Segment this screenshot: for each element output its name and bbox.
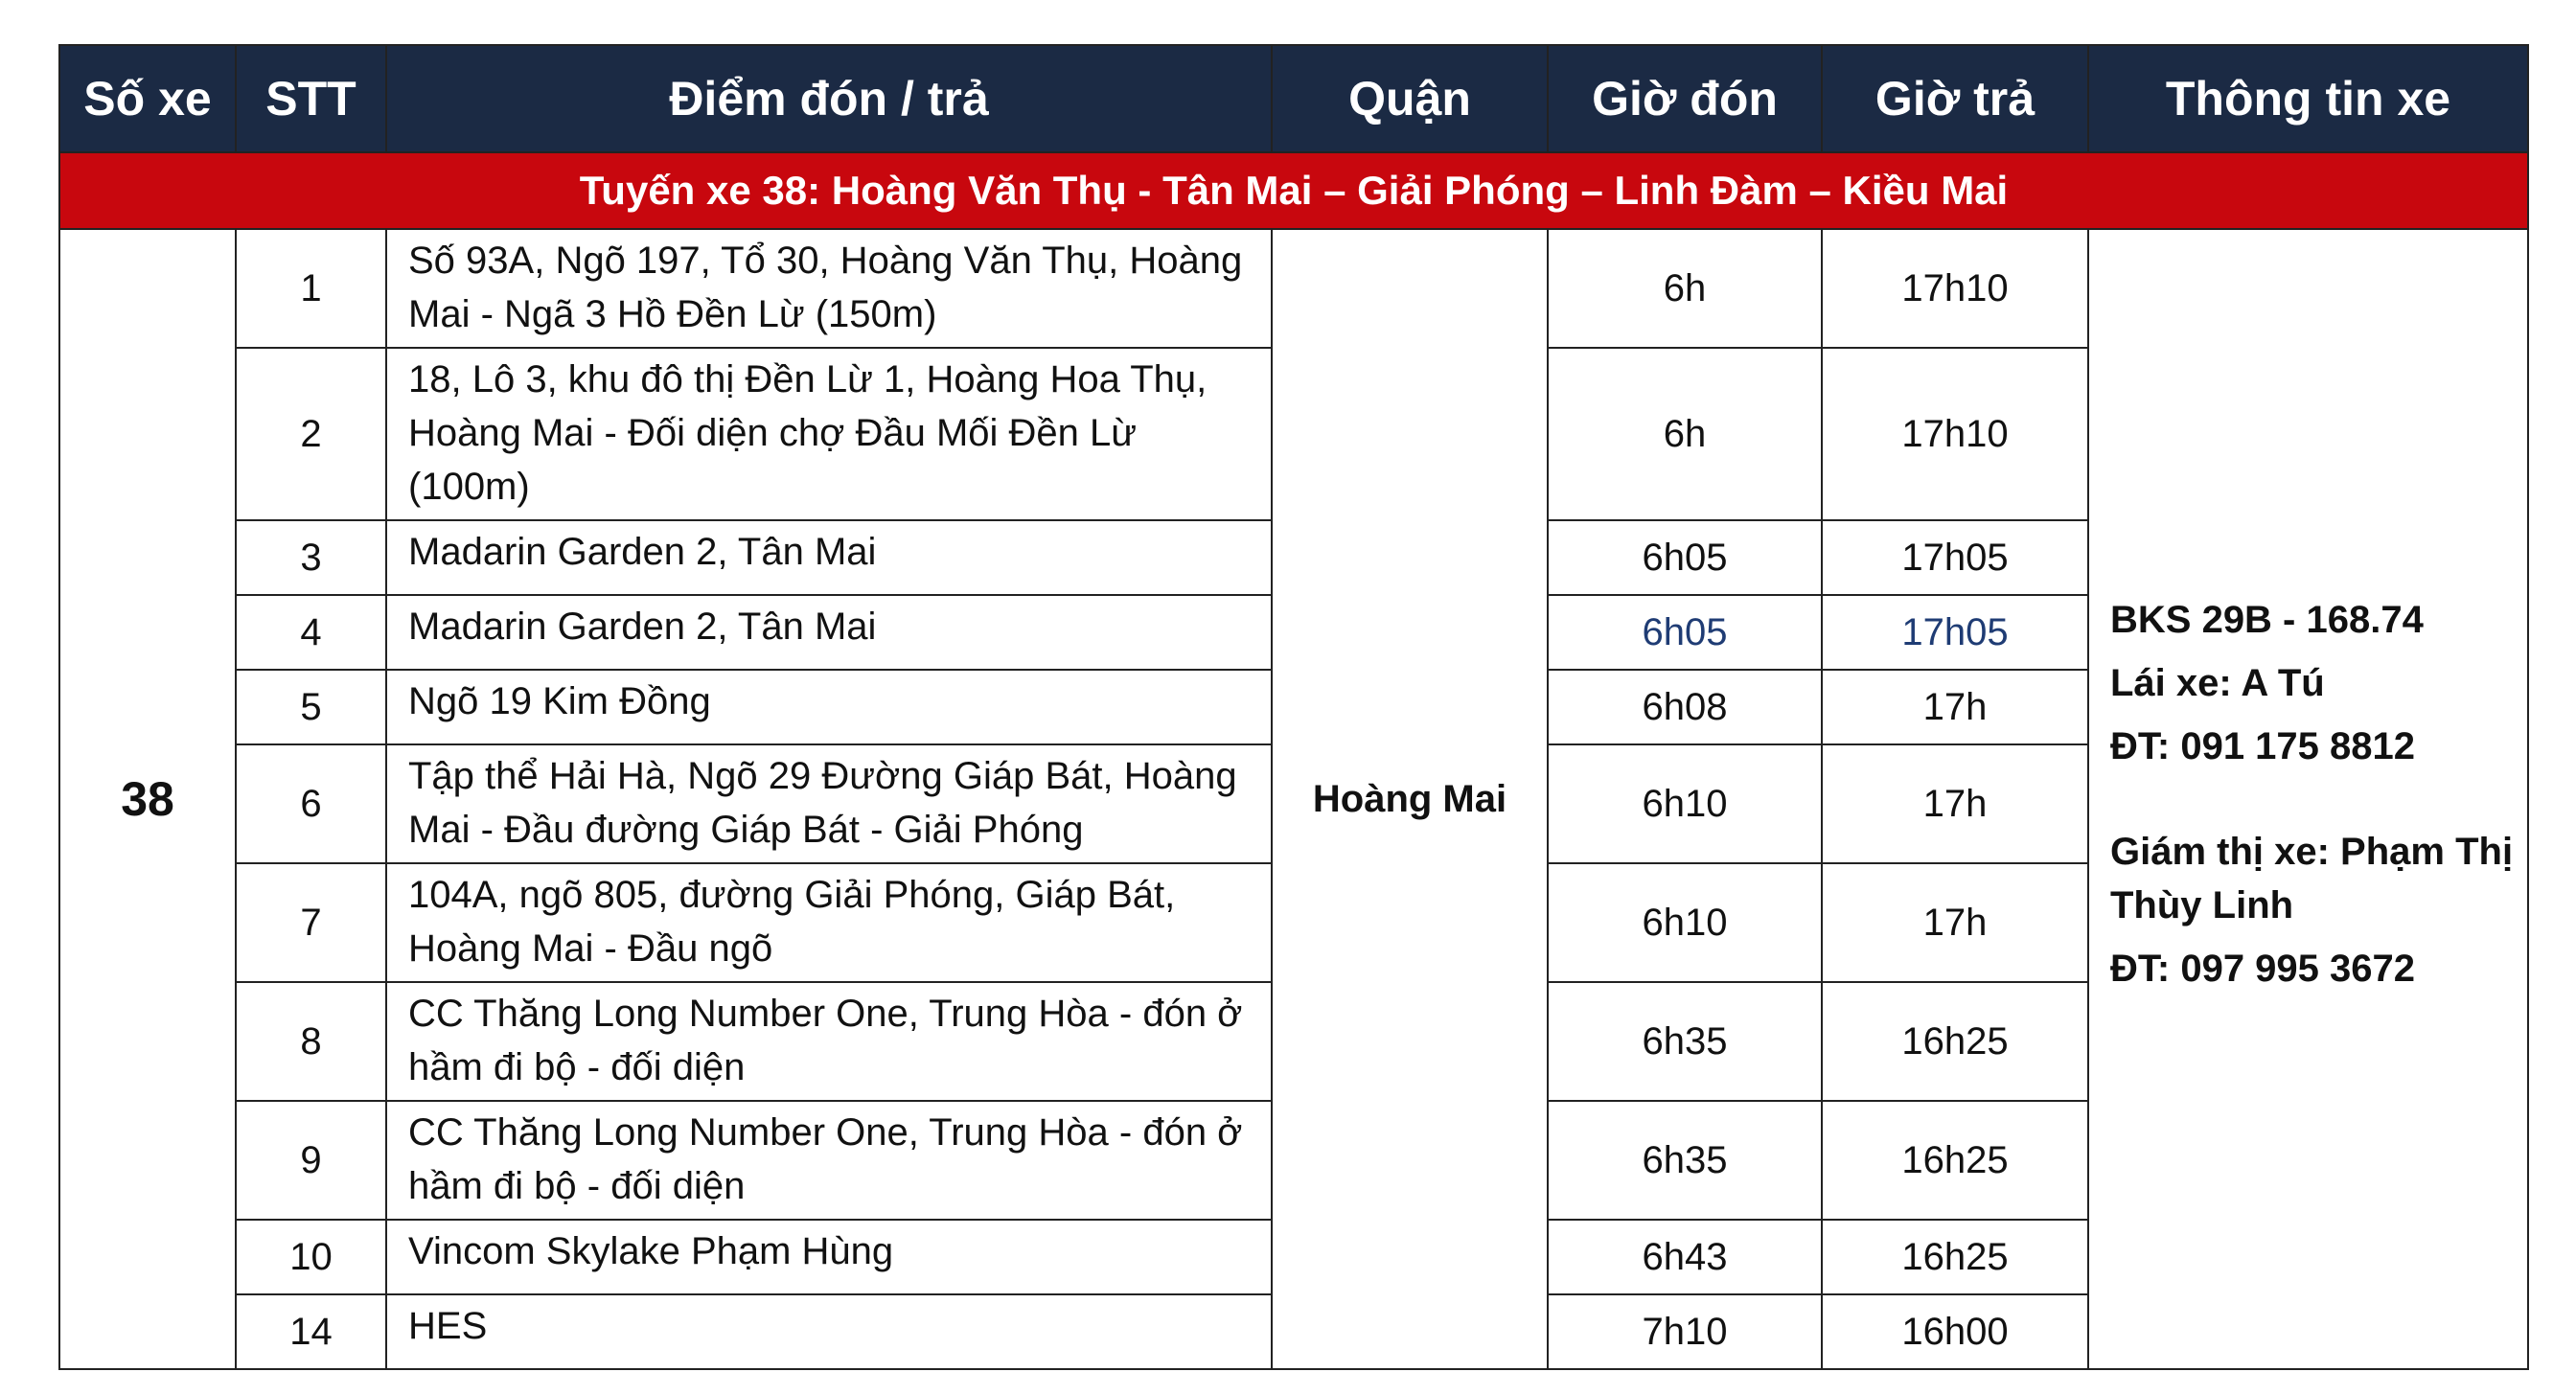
dropoff-time: 17h: [1822, 670, 2088, 744]
dropoff-time: 17h10: [1822, 348, 2088, 520]
route-title: Tuyến xe 38: Hoàng Văn Thụ - Tân Mai – Giải Phóng – Linh Đàm – Kiều Mai: [59, 152, 2528, 229]
stop-address: 104A, ngõ 805, đường Giải Phóng, Giáp Bát, Hoàng Mai - Đầu ngõ: [386, 863, 1272, 982]
header-district: Quận: [1272, 45, 1548, 152]
pickup-time: 6h: [1548, 229, 1822, 348]
pickup-time: 6h: [1548, 348, 1822, 520]
dropoff-time: 17h: [1822, 863, 2088, 982]
stop-address: Số 93A, Ngõ 197, Tổ 30, Hoàng Văn Thụ, Hoàng Mai - Ngã 3 Hồ Đền Lừ (150m): [386, 229, 1272, 348]
row-stt: 4: [236, 595, 386, 670]
row-stt: 8: [236, 982, 386, 1101]
stop-address: CC Thăng Long Number One, Trung Hòa - đón ở hầm đi bộ - đối diện: [386, 1101, 1272, 1220]
row-stt: 3: [236, 520, 386, 595]
header-bus-no: Số xe: [59, 45, 236, 152]
dropoff-time: 16h25: [1822, 1101, 2088, 1220]
header-stt: STT: [236, 45, 386, 152]
dropoff-time: 17h05: [1822, 595, 2088, 670]
driver-phone: ĐT: 091 175 8812: [2110, 725, 2416, 767]
bus-info-cell: [2088, 229, 2528, 1369]
bus-schedule-table: [58, 44, 2529, 1370]
pickup-time: 6h35: [1548, 1101, 1822, 1220]
header-pickup-time: Giờ đón: [1548, 45, 1822, 152]
stop-address: Madarin Garden 2, Tân Mai: [386, 595, 1272, 670]
pickup-time: 6h10: [1548, 744, 1822, 863]
row-stt: 2: [236, 348, 386, 520]
row-stt: 6: [236, 744, 386, 863]
monitor-name: Giám thị xe: Phạm Thị Thùy Linh: [2110, 831, 2514, 926]
dropoff-time: 16h00: [1822, 1294, 2088, 1369]
stop-address: HES: [386, 1294, 1272, 1369]
pickup-time: 7h10: [1548, 1294, 1822, 1369]
dropoff-time: 17h: [1822, 744, 2088, 863]
header-row: [59, 45, 2528, 152]
stop-address: CC Thăng Long Number One, Trung Hòa - đón ở hầm đi bộ - đối diện: [386, 982, 1272, 1101]
row-stt: 5: [236, 670, 386, 744]
header-bus-info: Thông tin xe: [2088, 45, 2528, 152]
license-plate: BKS 29B - 168.74: [2110, 599, 2424, 641]
bus-number: 38: [59, 229, 236, 1369]
monitor-phone: ĐT: 097 995 3672: [2110, 948, 2416, 990]
pickup-time: 6h10: [1548, 863, 1822, 982]
dropoff-time: 16h25: [1822, 982, 2088, 1101]
pickup-time: 6h35: [1548, 982, 1822, 1101]
district-cell: Hoàng Mai: [1272, 229, 1548, 1369]
row-stt: 9: [236, 1101, 386, 1220]
pickup-time: 6h08: [1548, 670, 1822, 744]
stop-address: 18, Lô 3, khu đô thị Đền Lừ 1, Hoàng Hoa Thụ, Hoàng Mai - Đối diện chợ Đầu Mối Đền Lừ (100m): [386, 348, 1272, 520]
pickup-time: 6h43: [1548, 1220, 1822, 1294]
dropoff-time: 17h05: [1822, 520, 2088, 595]
pickup-time: 6h05: [1548, 520, 1822, 595]
pickup-time: 6h05: [1548, 595, 1822, 670]
dropoff-time: 16h25: [1822, 1220, 2088, 1294]
header-dropoff-time: Giờ trả: [1822, 45, 2088, 152]
table-row: [59, 229, 2528, 348]
stop-address: Madarin Garden 2, Tân Mai: [386, 520, 1272, 595]
stop-address: Tập thể Hải Hà, Ngõ 29 Đường Giáp Bát, Hoàng Mai - Đầu đường Giáp Bát - Giải Phóng: [386, 744, 1272, 863]
driver-name: Lái xe: A Tú: [2110, 662, 2325, 704]
stop-address: Vincom Skylake Phạm Hùng: [386, 1220, 1272, 1294]
stop-address: Ngõ 19 Kim Đồng: [386, 670, 1272, 744]
row-stt: 1: [236, 229, 386, 348]
row-stt: 10: [236, 1220, 386, 1294]
row-stt: 14: [236, 1294, 386, 1369]
route-banner-row: [59, 152, 2528, 229]
row-stt: 7: [236, 863, 386, 982]
header-stop: Điểm đón / trả: [386, 45, 1272, 152]
dropoff-time: 17h10: [1822, 229, 2088, 348]
